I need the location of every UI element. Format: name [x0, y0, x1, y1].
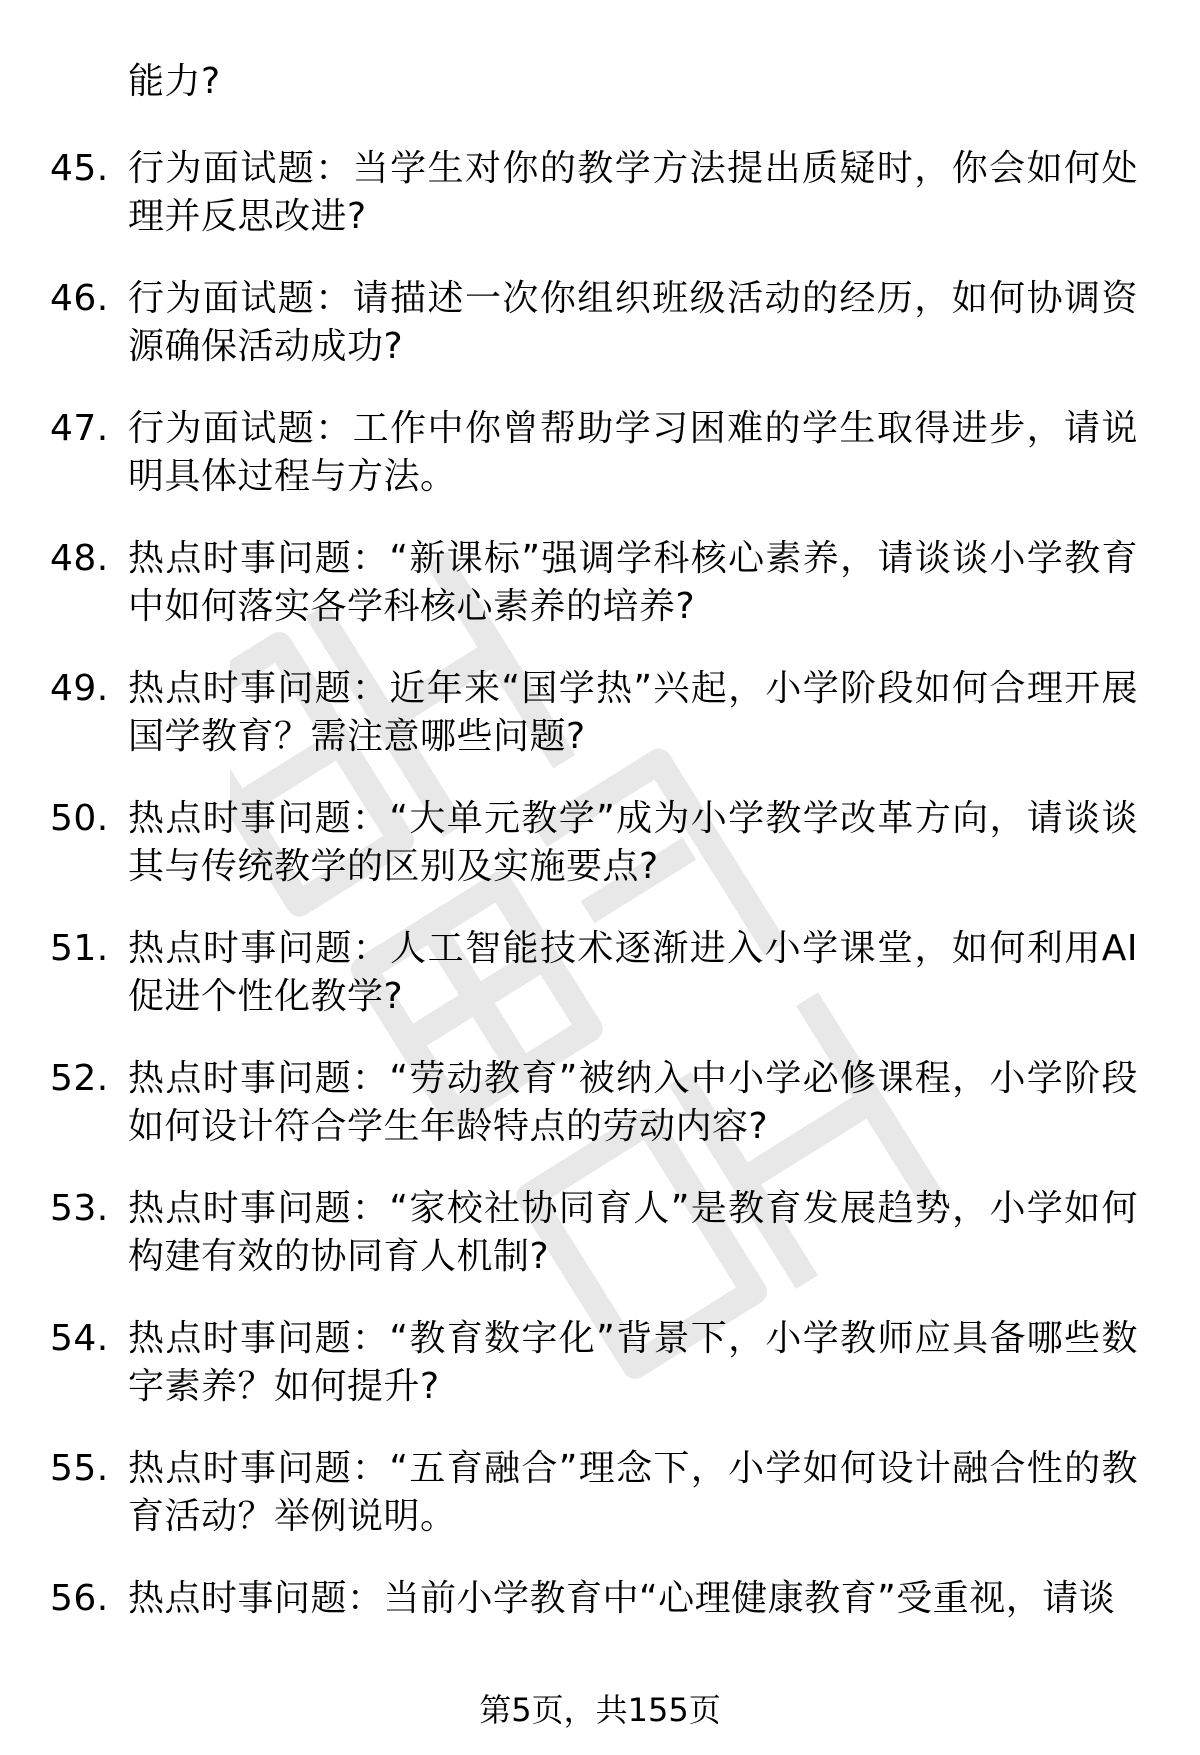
- question-number: 55.: [50, 1448, 109, 1489]
- question-item: [50, 275, 1140, 405]
- question-text: 热点时事问题：“大单元教学”成为小学教学改革方向，请谈谈其与传统教学的区别及实施要点?: [128, 798, 1138, 887]
- question-number: 50.: [50, 798, 109, 839]
- question-number: 56.: [50, 1578, 109, 1619]
- question-item: [50, 925, 1140, 1055]
- question-text: 热点时事问题：“新课标”强调学科核心素养，请谈谈小学教育中如何落实各学科核心素养的培养?: [128, 538, 1138, 627]
- question-number: 47.: [50, 408, 109, 449]
- question-number: 53.: [50, 1188, 109, 1229]
- question-number: 48.: [50, 538, 109, 579]
- question-item: [50, 1315, 1140, 1445]
- question-text: 热点时事问题：“劳动教育”被纳入中小学必修课程，小学阶段如何设计符合学生年龄特点的劳动内容?: [128, 1058, 1138, 1147]
- question-text: 行为面试题：请描述一次你组织班级活动的经历，如何协调资源确保活动成功?: [128, 278, 1138, 367]
- question-item: [50, 405, 1140, 535]
- carry-over-text: 能力?: [128, 61, 221, 102]
- question-item: [50, 1055, 1140, 1185]
- question-item: [50, 1445, 1140, 1575]
- question-number: 54.: [50, 1318, 109, 1359]
- question-item: [50, 795, 1140, 925]
- question-list: [50, 145, 1140, 1705]
- question-text: 行为面试题：当学生对你的教学方法提出质疑时，你会如何处理并反思改进?: [128, 148, 1138, 237]
- question-number: 46.: [50, 278, 109, 319]
- question-text: 热点时事问题：“五育融合”理念下，小学如何设计融合性的教育活动？举例说明。: [128, 1448, 1138, 1537]
- question-number: 49.: [50, 668, 109, 709]
- question-text: 热点时事问题：人工智能技术逐渐进入小学课堂，如何利用AI促进个性化教学?: [128, 928, 1138, 1017]
- question-text: 热点时事问题：当前小学教育中“心理健康教育”受重视，请谈: [128, 1578, 1116, 1619]
- question-text: 热点时事问题：“家校社协同育人”是教育发展趋势，小学如何构建有效的协同育人机制?: [128, 1188, 1138, 1277]
- question-item: [50, 145, 1140, 275]
- question-text: 热点时事问题：“教育数字化”背景下，小学教师应具备哪些数字素养？如何提升?: [128, 1318, 1138, 1407]
- page-footer: 第5页，共155页: [479, 1691, 721, 1729]
- question-text: 热点时事问题：近年来“国学热”兴起，小学阶段如何合理开展国学教育？需注意哪些问题?: [128, 668, 1138, 757]
- question-number: 45.: [50, 148, 109, 189]
- question-item: [50, 665, 1140, 795]
- question-item: [50, 1575, 1140, 1705]
- question-number: 52.: [50, 1058, 109, 1099]
- question-number: 51.: [50, 928, 109, 969]
- question-item: [50, 1185, 1140, 1315]
- question-item: [50, 535, 1140, 665]
- question-text: 行为面试题：工作中你曾帮助学习困难的学生取得进步，请说明具体过程与方法。: [128, 408, 1138, 497]
